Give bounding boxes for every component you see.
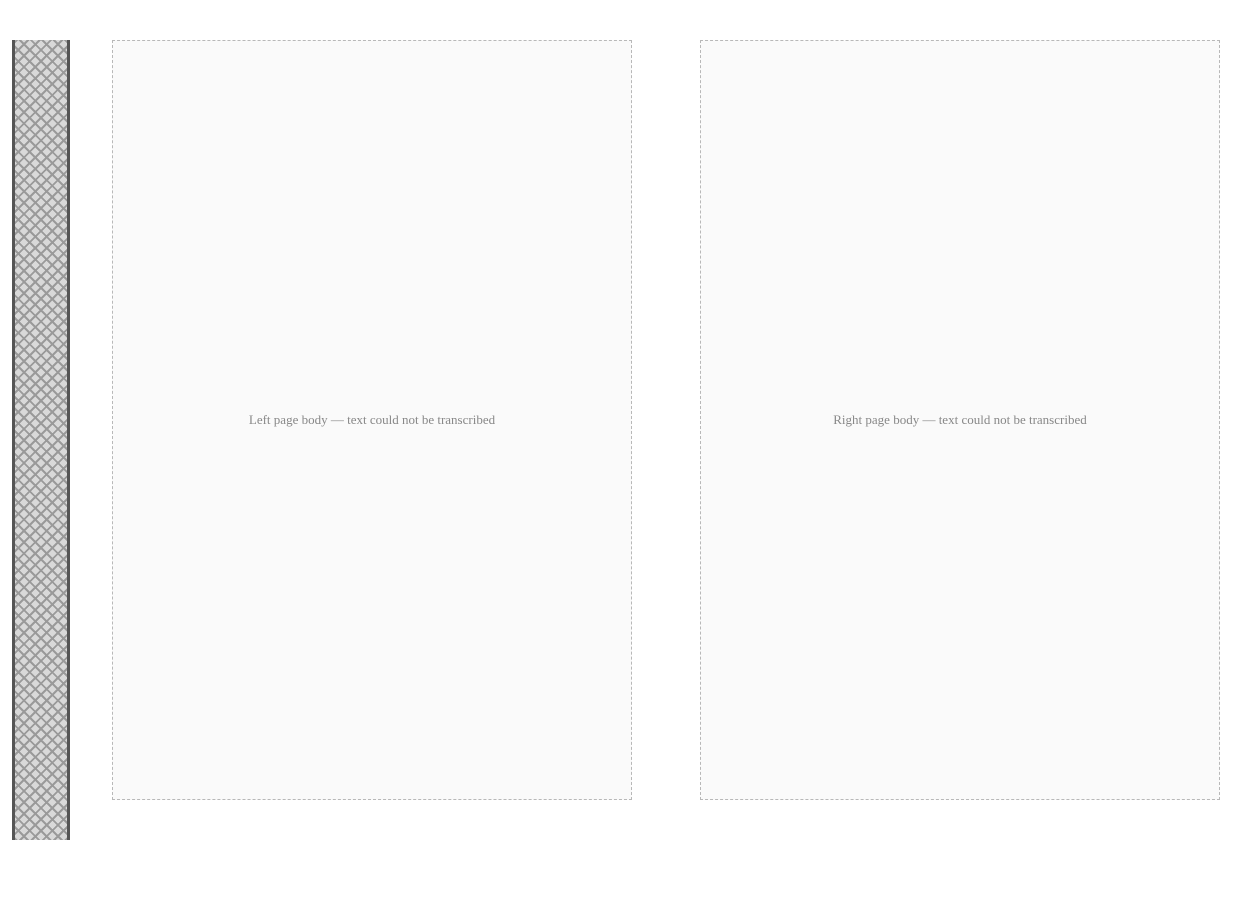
left-page	[112, 40, 632, 800]
right-page-placeholder: Right page body — text could not be transcribed	[700, 40, 1220, 800]
left-page-placeholder: Left page body — text could not be transcribed	[112, 40, 632, 800]
binding-strip	[12, 40, 70, 840]
right-page	[700, 40, 1220, 800]
